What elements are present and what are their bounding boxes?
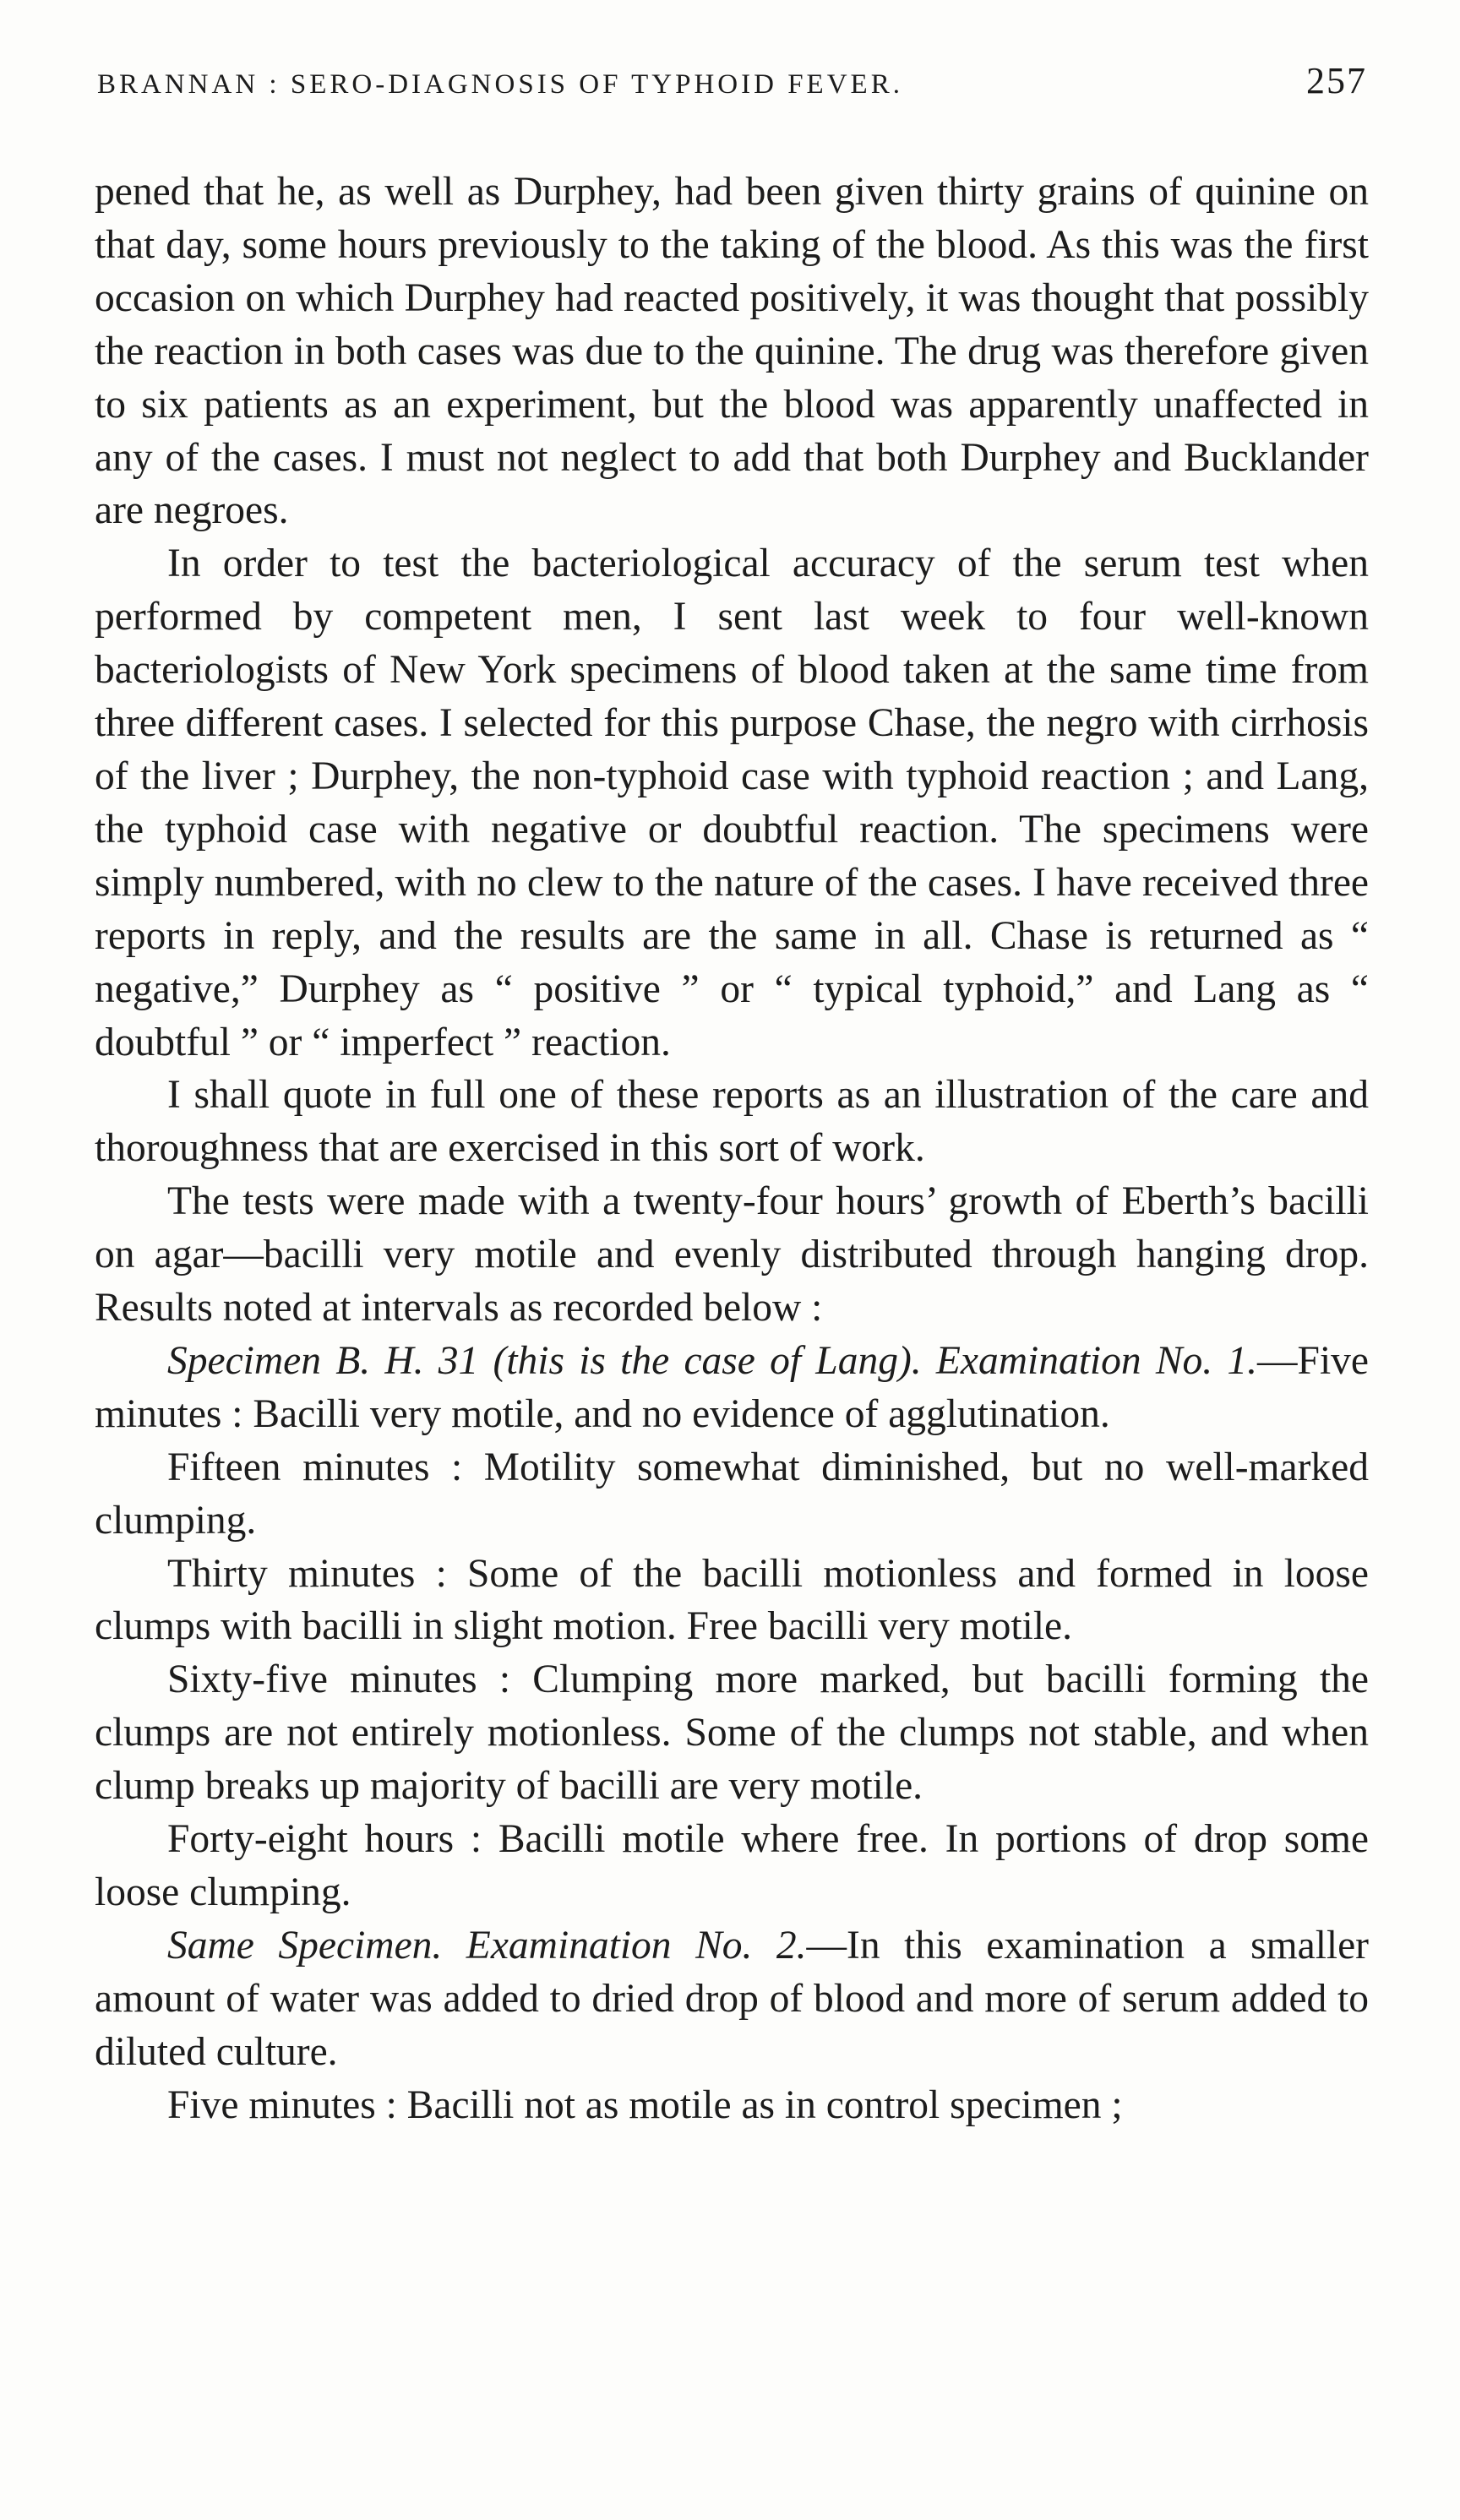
paragraph-6 — [95, 1441, 1369, 1548]
paragraph-3 — [95, 1069, 1369, 1175]
running-head — [97, 59, 1367, 118]
paragraph-text: Forty-eight hours : Bacilli motile where free. In portions of drop some loose clumping. — [95, 1817, 1369, 1914]
paragraph-text: Thirty minutes : Some of the bacilli motionless and formed in loose clumps with bacilli in slight motion. Free bacilli very motile. — [95, 1551, 1369, 1649]
paragraph-2 — [95, 537, 1369, 1069]
paragraph-text: The tests were made with a twenty-four hours’ growth of Eberth’s bacilli on agar—bacilli very motile and evenly distributed through hanging drop. Results noted at intervals as recorded below : — [95, 1179, 1369, 1331]
paragraph-text: Sixty-five minutes : Clumping more marked, but bacilli forming the clumps are not entirely motionless. Some of the clumps not stable, and when clump breaks up majority of bacilli are very motile. — [95, 1657, 1369, 1809]
body-text — [95, 166, 1369, 2132]
paragraph-text: —Five minutes : Bacilli very motile, and no evidence of agglutination. — [95, 1338, 1369, 1436]
paragraph-text: —In this examination a smaller amount of water was added to dried drop of blood and more of serum added to diluted culture. — [95, 1923, 1369, 2074]
paragraph-text: Fifteen minutes : Motility somewhat diminished, but no well-marked clumping. — [95, 1445, 1369, 1543]
running-title: BRANNAN : SERO-DIAGNOSIS OF TYPHOID FEVER. — [97, 69, 903, 100]
paragraph-11 — [95, 2079, 1369, 2132]
paragraph-7 — [95, 1548, 1369, 1654]
paragraph-9 — [95, 1813, 1369, 1919]
specimen-heading: Same Specimen. Examination No. 2. — [167, 1923, 807, 1968]
paragraph-1 — [95, 166, 1369, 537]
paragraph-text: I shall quote in full one of these reports as an illustration of the care and thoroughness that are exercised in this sort of work. — [95, 1073, 1369, 1171]
paragraph-text: In order to test the bacteriological accuracy of the serum test when performed by competent men, I sent last week to four well-known bacteriologists of New York specimens of blood taken at the same time from three different cases. I selected for this purpose Chase, the negro with cirrhosis of the liver ; Durphey, the non-typhoid case with typhoid reaction ; and Lang, the typhoid case with negative or doubtful reaction. The specimens were simply numbered, with no clew to the nature of the cases. I have received three reports in reply, and the results are the same in all. Chase is returned as “ negative,” Durphey as “ positive ” or “ typical typhoid,” and Lang as “ doubtful ” or “ imperfect ” reaction. — [95, 542, 1369, 1064]
paragraph-10 — [95, 1919, 1369, 2079]
specimen-heading: Specimen B. H. 31 (this is the case of Lang). Examination No. 1. — [167, 1338, 1258, 1383]
page-number: 257 — [1306, 60, 1367, 101]
paragraph-text: Five minutes : Bacilli not as motile as in control specimen ; — [167, 2082, 1123, 2127]
paragraph-4 — [95, 1175, 1369, 1335]
paragraph-5 — [95, 1335, 1369, 1441]
paragraph-8 — [95, 1653, 1369, 1813]
paragraph-text: pened that he, as well as Durphey, had been given thirty grains of quinine on that day, some hours previously to the taking of the blood. As this was the first occasion on which Durphey had reacted positively, it was thought that possibly the reaction in both cases was due to the quinine. The drug was therefore given to six patients as an experiment, but the blood was apparently unaffected in any of the cases. I must not neglect to add that both Durphey and Bucklander are negroes. — [95, 170, 1369, 533]
